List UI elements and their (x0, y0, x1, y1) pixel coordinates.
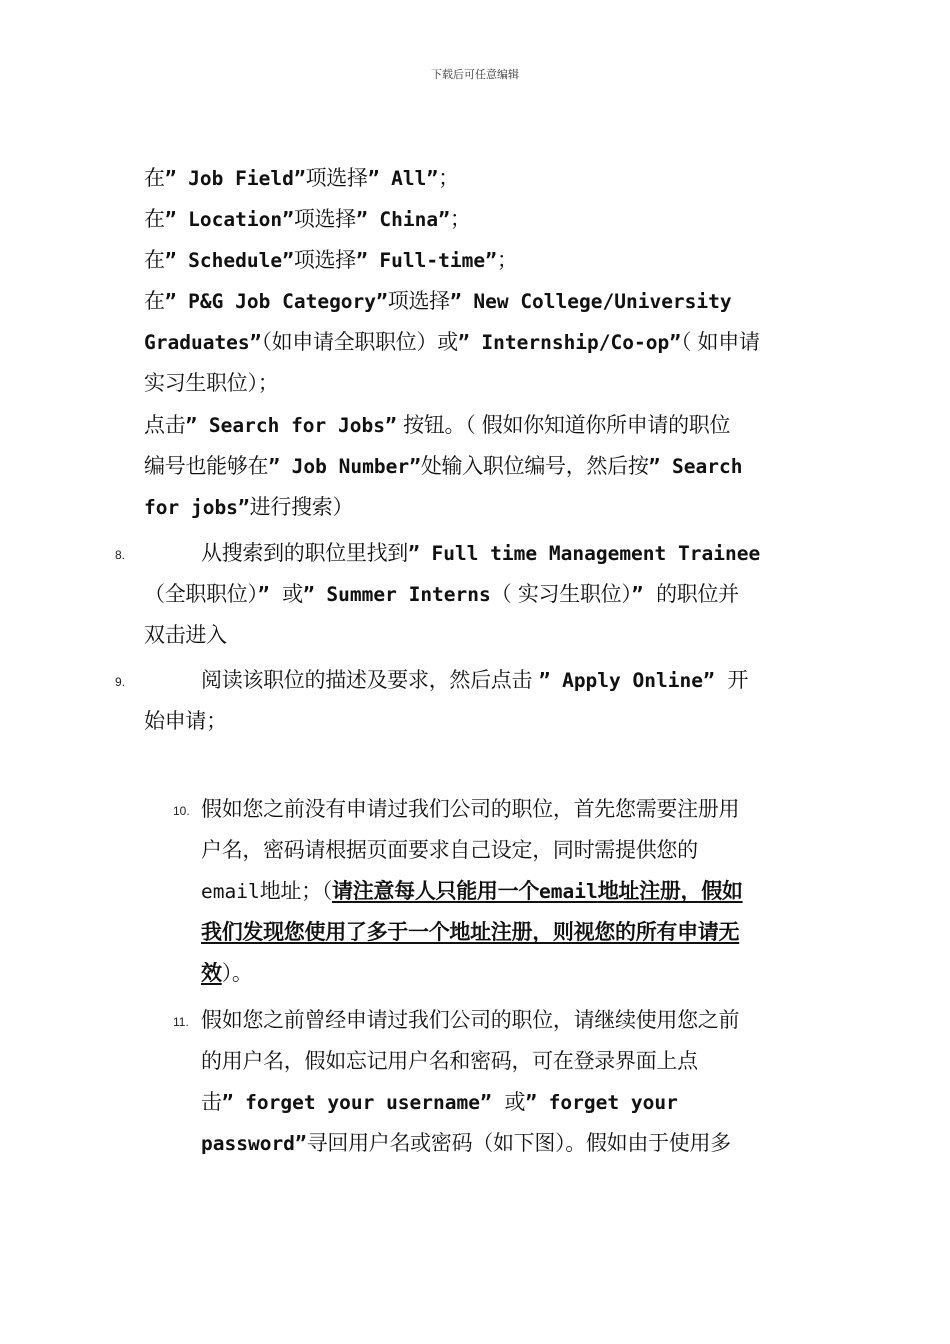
step-9-line-1: 阅读该职位的描述及要求，然后点击 ” Apply Online” 开 (201, 668, 749, 692)
step-8-line-3: 双击进入 (144, 623, 227, 647)
step-8-line-2: （全职职位）” 或” Summer Interns（ 实习生职位）” 的职位并 (144, 582, 739, 606)
step-10-line-5: 效）。 (201, 961, 253, 985)
step-11-line-3: 击” forget your username” 或” forget your (201, 1090, 678, 1114)
line-graduates: Graduates”（如申请全职职位）或” Internship/Co-op”（ 如申请 (144, 330, 760, 354)
line-schedule: 在” Schedule”项选择” Full-time”； (144, 248, 518, 272)
list-number-8: 8. (115, 548, 126, 562)
list-number-11: 11. (173, 1015, 189, 1029)
list-number-10: 10. (173, 804, 190, 818)
page-header: 下载后可任意编辑 (431, 68, 519, 81)
list-number-9: 9. (115, 675, 126, 689)
step-10-line-3: email地址；（请注意每人只能用一个email地址注册，假如 (201, 879, 743, 903)
line-job-category: 在” P&G Job Category”项选择” New College/University (144, 289, 732, 313)
line-job-field: 在” Job Field”项选择” All”； (144, 166, 459, 190)
step-11-line-2: 的用户名，假如忘记用户名和密码，可在登录界面上点 (201, 1049, 698, 1073)
warning-text: 请注意每人只能用一个email地址注册，假如 (332, 879, 743, 903)
line-search-jobs: for jobs”进行搜索） (144, 495, 354, 519)
step-9-line-2: 始申请； (144, 709, 227, 733)
step-11-line-4: password”寻回用户名或密码（如下图）。假如由于使用多 (201, 1131, 731, 1155)
line-location: 在” Location”项选择” China”； (144, 207, 471, 231)
step-10-line-4: 我们发现您使用了多于一个地址注册，则视您的所有申请无 (201, 920, 740, 944)
line-search-click: 点击” Search for Jobs” 按钮。（ 假如你知道你所申请的职位 (144, 413, 731, 437)
step-10-line-2: 户名，密码请根据页面要求自己设定，同时需提供您的 (201, 838, 698, 862)
step-11-line-1: 假如您之前曾经申请过我们公司的职位，请继续使用您之前 (201, 1008, 740, 1032)
line-intern-position: 实习生职位）； (144, 371, 279, 395)
line-job-number: 编号也能够在” Job Number”处输入职位编号，然后按” Search (144, 454, 743, 478)
step-10-line-1: 假如您之前没有申请过我们公司的职位，首先您需要注册用 (201, 797, 740, 821)
step-8-line-1: 从搜索到的职位里找到” Full time Management Trainee (201, 541, 761, 565)
